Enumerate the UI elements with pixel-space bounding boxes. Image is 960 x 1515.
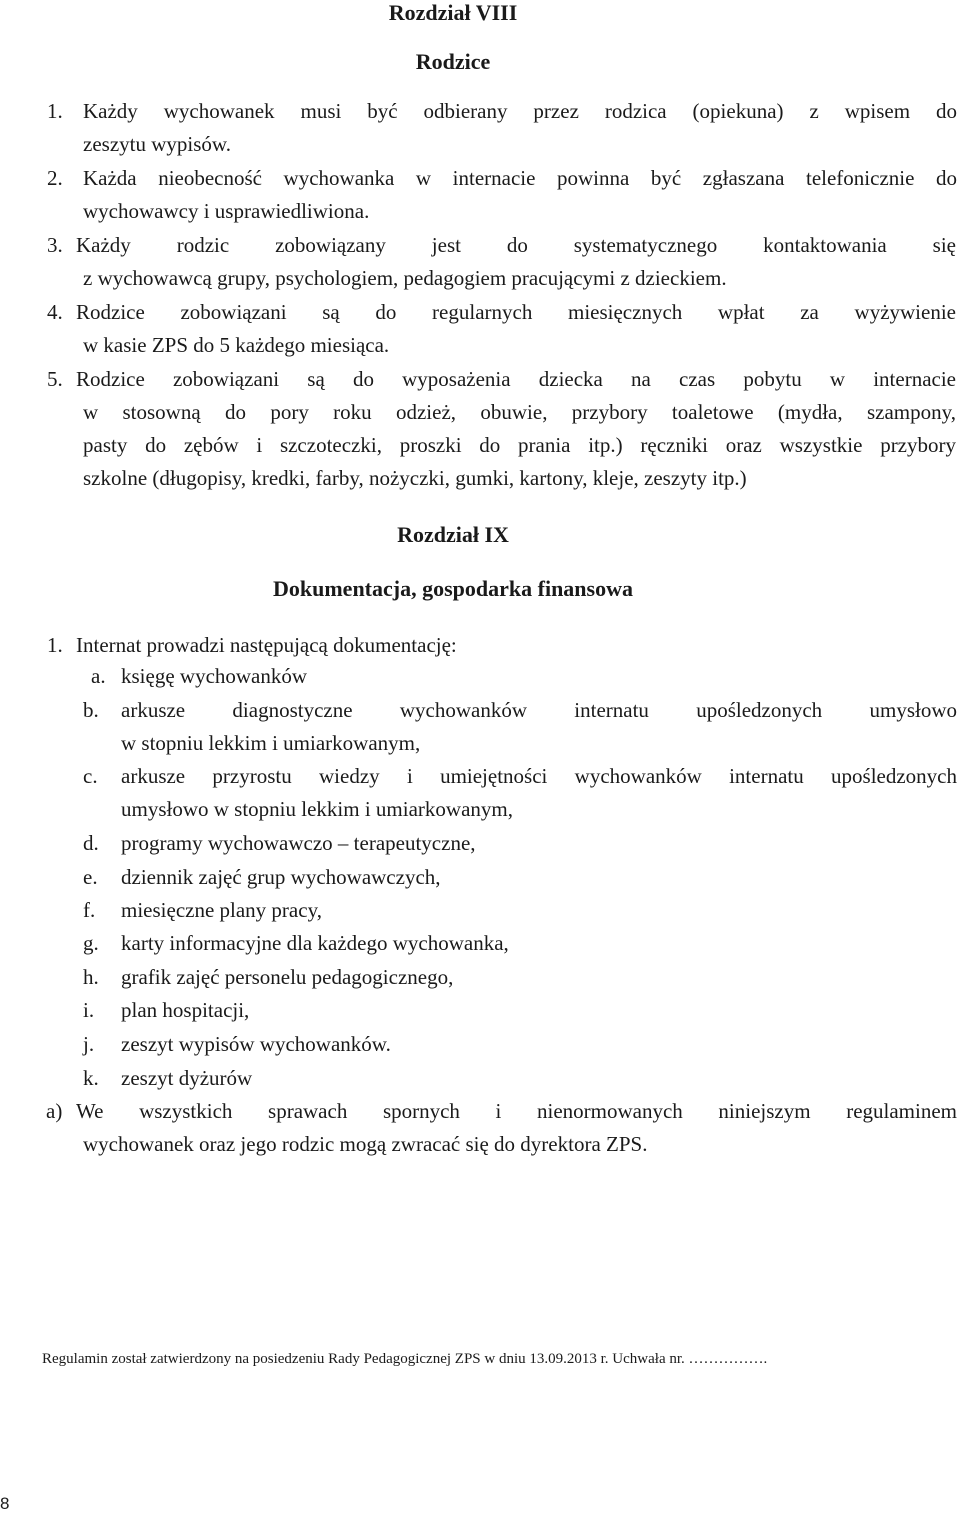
subitem-letter: h. [83,965,99,989]
sub-list-item [0,1028,960,1061]
subitem-letter: f. [83,898,96,922]
final-note [0,1095,960,1161]
item-line: z wychowawcą grupy, psychologiem, pedagogiem pracującymi z dzieckiem. [83,266,727,290]
list-item [0,229,960,295]
item-line: Każdy wychowanek musi być odbierany przez rodzica (opiekuna) z wpisem do [83,99,957,123]
sub-list-item [0,961,960,994]
subitem-line: programy wychowawczo – terapeutyczne, [121,831,476,855]
subitem-letter: b. [83,698,99,722]
subitem-letter: j. [83,1032,95,1056]
sub-list-item [0,927,960,960]
subitem-line: arkusze diagnostyczne wychowanków internatu upośledzonych umysłowo [121,698,957,722]
subitem-line: dziennik zajęć grup wychowawczych, [121,865,441,889]
item-line: w stosowną do pory roku odzież, obuwie, przybory toaletowe (mydła, szampony, [83,400,956,424]
approval-footer: Regulamin został zatwierdzony na posiedzeniu Rady Pedagogicznej ZPS w dniu 13.09.2013 r. Uchwała nr. ……………. [42,1351,768,1367]
item-line: szkolne (długopisy, kredki, farby, nożyczki, gumki, kartony, kleje, zeszyty itp.) [83,466,747,490]
item-number: 4. [47,300,63,324]
subitem-line: arkusze przyrostu wiedzy i umiejętności wychowanków internatu upośledzonych [121,764,957,788]
item-line: w kasie ZPS do 5 każdego miesiąca. [83,333,390,357]
subitem-line: miesięczne plany pracy, [121,898,322,922]
sub-list-item [0,894,960,927]
item-number: 1. [47,633,63,657]
subitem-line: w stopniu lekkim i umiarkowanym, [121,731,421,755]
item-line: wychowawcy i usprawiedliwiona. [83,199,370,223]
subitem-line: plan hospitacji, [121,998,250,1022]
sub-list-item [0,760,960,826]
item-number: 2. [47,166,63,190]
item-line: Rodzice zobowiązani są do regularnych miesięcznych wpłat za wyżywienie [76,300,956,324]
final-note-line: We wszystkich sprawach spornych i nienormowanych niniejszym regulaminem [76,1099,957,1123]
item-number: 3. [47,233,63,257]
subitem-letter: g. [83,931,99,955]
chapter-8-title: Rozdział VIII [388,0,518,25]
sub-list-item [0,1062,960,1095]
item-line: Każda nieobecność wychowanka w internacie powinna być zgłaszana telefonicznie do [83,166,957,190]
subitem-letter: a. [91,664,106,688]
subitem-line: zeszyt wypisów wychowanków. [121,1032,391,1056]
item-number: 5. [47,367,63,391]
item-line: zeszytu wypisów. [83,132,231,156]
final-note-line: wychowanek oraz jego rodzic mogą zwracać się do dyrektora ZPS. [83,1132,648,1156]
list-item [0,162,960,228]
subitem-letter: i. [83,998,95,1022]
list-item [0,363,960,495]
list-item [0,629,960,662]
list-item [0,95,960,161]
sub-list-item [0,994,960,1027]
subitem-letter: d. [83,831,99,855]
item-line: Rodzice zobowiązani są do wyposażenia dziecka na czas pobytu w internacie [76,367,956,391]
subitem-line: zeszyt dyżurów [121,1066,253,1090]
item-line: Internat prowadzi następującą dokumentację: [76,633,457,657]
page-number: 8 [0,1494,10,1513]
subitem-line: księgę wychowanków [121,664,308,688]
subitem-letter: e. [83,865,98,889]
final-note-marker: a) [46,1099,63,1123]
subitem-line: karty informacyjne dla każdego wychowanka, [121,931,509,955]
item-number: 1. [47,99,63,123]
list-item [0,296,960,362]
subitem-letter: k. [83,1066,99,1090]
subitem-letter: c. [83,764,98,788]
sub-list-item [0,694,960,760]
sub-list-item [0,861,960,894]
chapter-9-subtitle: Dokumentacja, gospodarka finansowa [273,576,633,601]
chapter-9-title: Rozdział IX [397,522,509,547]
sub-list-item [0,827,960,860]
item-line: Każdy rodzic zobowiązany jest do systematycznego kontaktowania się [76,233,956,257]
subitem-line: grafik zajęć personelu pedagogicznego, [121,965,454,989]
sub-list-item [0,660,960,693]
chapter-8-subtitle: Rodzice [415,49,491,74]
subitem-line: umysłowo w stopniu lekkim i umiarkowanym, [121,797,513,821]
item-line: pasty do zębów i szczoteczki, proszki do prania itp.) ręczniki oraz wszystkie przybory [83,433,956,457]
